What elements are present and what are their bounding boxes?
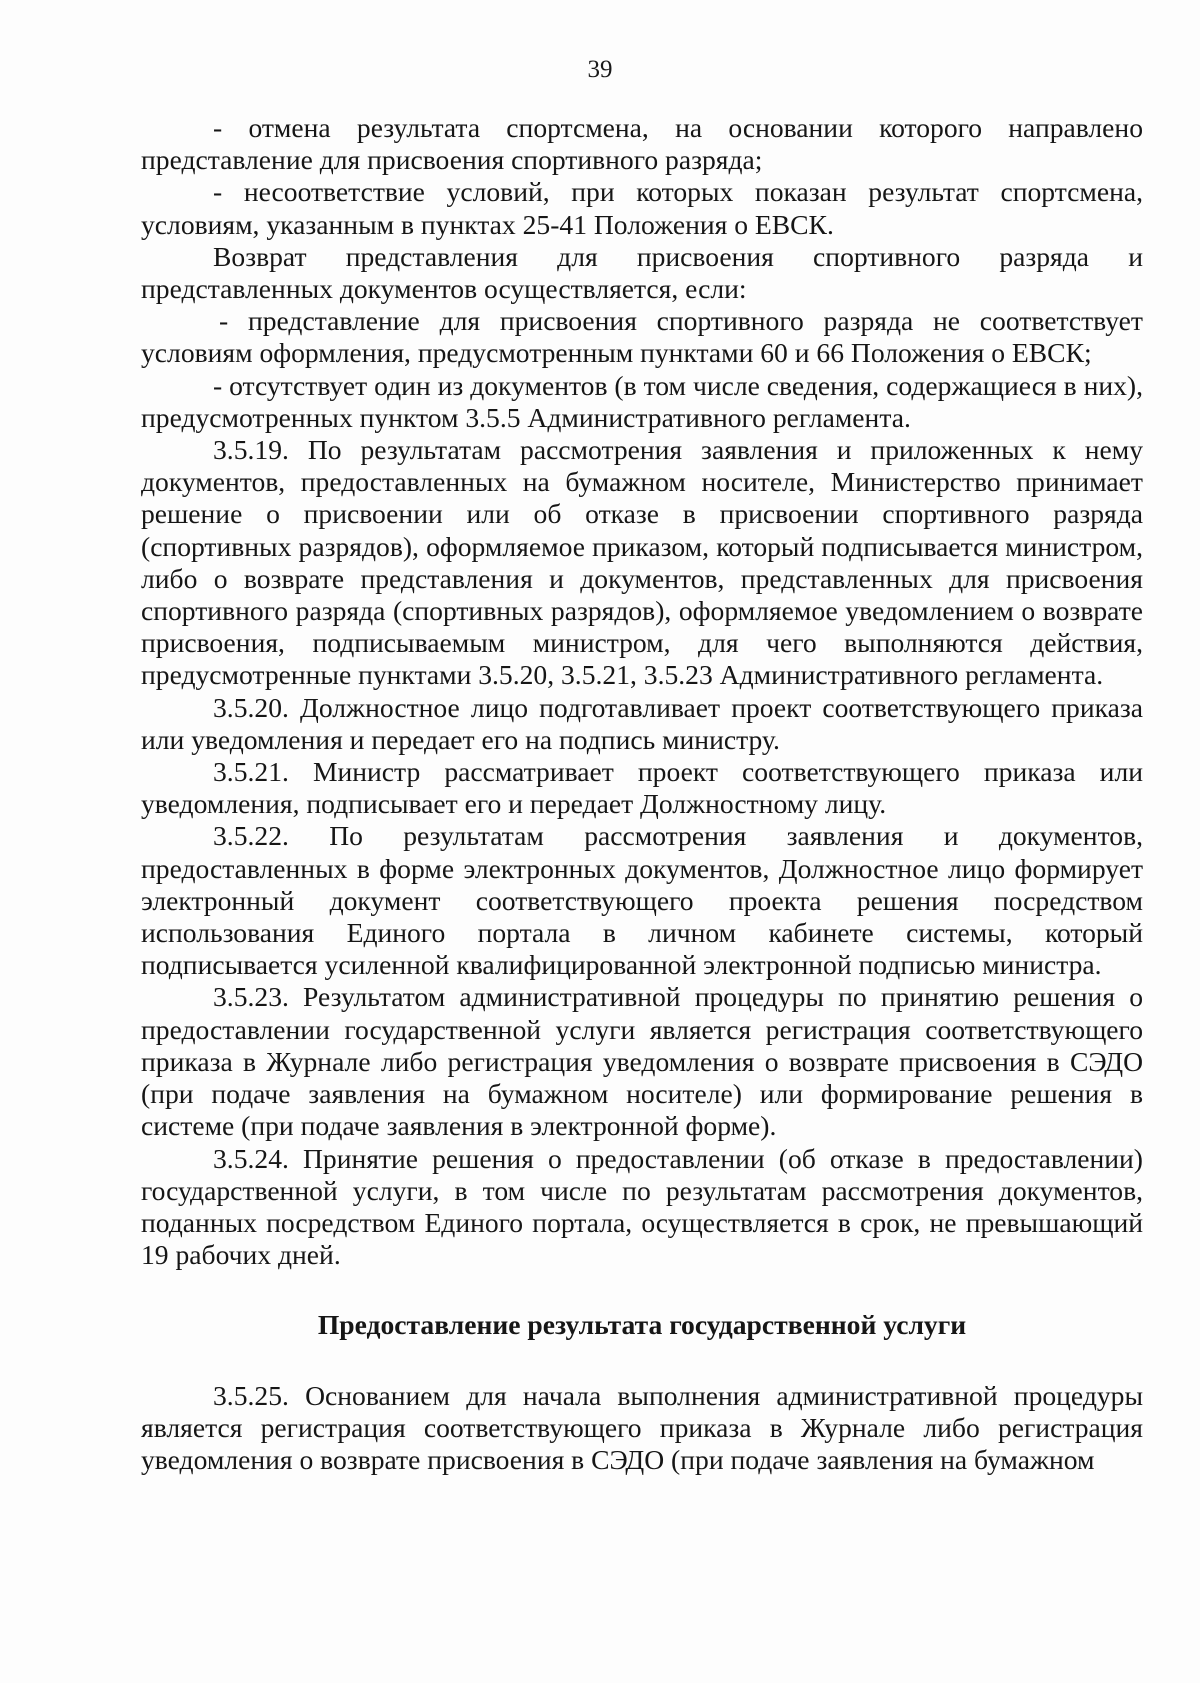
- paragraph: - отмена результата спортсмена, на основании которого направлено представление для присвоения спортивного разряда;: [141, 112, 1143, 176]
- page-number: 39: [587, 56, 613, 83]
- paragraph: 3.5.24. Принятие решения о предоставлении (об отказе в предоставлении) государственной услуги, в том числе по результатам рассмотрения документов, поданных посредством Единого портала, осуществляется в срок, не превышающий 19 рабочих дней.: [141, 1142, 1143, 1271]
- paragraph: Возврат представления для присвоения спортивного разряда и представленных документов осуществляется, если:: [141, 240, 1143, 305]
- paragraph: 3.5.20. Должностное лицо подготавливает проект соответствующего приказа или уведомления и передает его на подпись министру.: [141, 691, 1143, 755]
- document-body: [141, 112, 1143, 1476]
- paragraph: 3.5.23. Результатом административной процедуры по принятию решения о предоставлении государственной услуги является регистрация соответствующего приказа в Журнале либо регистрация уведомления о возврате присвоения в СЭДО (при подаче заявления на бумажном носителе) или формирование решения в системе (при подаче заявления в электронной форме).: [141, 981, 1143, 1142]
- paragraph: 3.5.22. По результатам рассмотрения заявления и документов, предоставленных в форме электронных документов, Должностное лицо формирует электронный документ соответствующего проекта решения посредством использования Единого портала в личном кабинете системы, который подписывается усиленной квалифицированной электронной подписью министра.: [141, 820, 1143, 981]
- paragraph: 3.5.19. По результатам рассмотрения заявления и приложенных к нему документов, предоставленных на бумажном носителе, Министерство принимает решение о присвоении или об отказе в присвоении спортивного разряда (спортивных разрядов), оформляемое приказом, который подписывается министром, либо о возврате представления и документов, представленных для присвоения спортивного разряда (спортивных разрядов), оформляемое уведомлением о возврате присвоения, подписываемым министром, для чего выполняются действия, предусмотренные пунктами 3.5.20, 3.5.21, 3.5.23 Административного регламента.: [141, 434, 1143, 691]
- section-heading: Предоставление результата государственной услуги: [317, 1309, 967, 1341]
- paragraph: - отсутствует один из документов (в том числе сведения, содержащиеся в них), предусмотренных пунктом 3.5.5 Административного регламента.: [141, 369, 1143, 433]
- paragraph: - несоответствие условий, при которых показан результат спортсмена, условиям, указанным в пунктах 25-41 Положения о ЕВСК.: [141, 176, 1143, 240]
- paragraph: - представление для присвоения спортивного разряда не соответствует условиям оформления, предусмотренным пунктами 60 и 66 Положения о ЕВСК;: [141, 305, 1143, 369]
- paragraph: 3.5.21. Министр рассматривает проект соответствующего приказа или уведомления, подписывает его и передает Должностному лицу.: [141, 756, 1143, 820]
- paragraph: 3.5.25. Основанием для начала выполнения административной процедуры является регистрация соответствующего приказа в Журнале либо регистрация уведомления о возврате присвоения в СЭДО (при подаче заявления на бумажном: [141, 1379, 1143, 1475]
